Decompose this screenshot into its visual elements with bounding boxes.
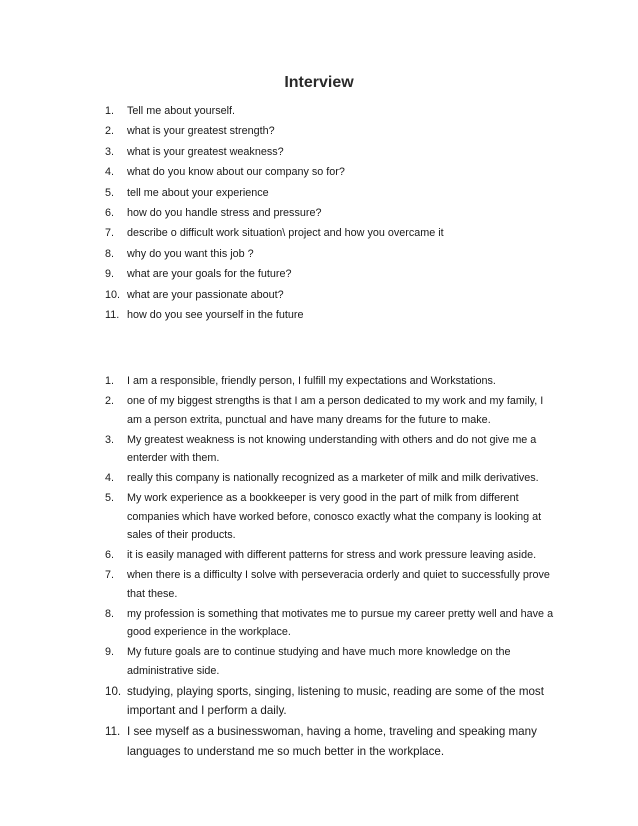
- list-item: [105, 431, 555, 468]
- list-item: [105, 264, 545, 284]
- list-item: [105, 121, 545, 141]
- question-text: how do you handle stress and pressure?: [127, 206, 322, 219]
- answer-text: I see myself as a businesswoman, having a home, traveling and speaking many languages to understand me so much better in the workplace.: [127, 725, 537, 758]
- answer-text: studying, playing sports, singing, listening to music, reading are some of the most important and I perform a daily.: [127, 684, 544, 717]
- question-text: tell me about your experience: [127, 186, 269, 199]
- item-number: 11.: [105, 308, 120, 321]
- answer-text: when there is a difficulty I solve with perseveracia orderly and quiet to successfully prove that these.: [127, 569, 550, 600]
- question-text: Tell me about yourself.: [127, 105, 236, 117]
- list-item: [105, 244, 545, 264]
- item-number: 9.: [105, 268, 115, 281]
- list-item: [105, 203, 545, 223]
- item-number: 10.: [105, 684, 122, 698]
- item-number: 1.: [105, 105, 115, 117]
- question-text: what are your goals for the future?: [127, 268, 292, 281]
- list-item: [105, 566, 555, 603]
- page-title: Interview: [284, 74, 354, 91]
- list-item: [105, 469, 555, 488]
- answer-text: My work experience as a bookkeeper is very good in the part of milk from different companies which have worked before, conosco exactly what the company is looking at sales of their products.: [127, 492, 542, 541]
- list-item: [105, 223, 545, 243]
- list-item: [105, 285, 545, 305]
- item-number: 7.: [105, 227, 115, 240]
- list-item: [105, 682, 555, 721]
- answer-text: My future goals are to continue studying and have much more knowledge on the administrative side.: [127, 646, 511, 677]
- answer-text: really this company is nationally recognized as a marketer of milk and milk derivatives.: [127, 472, 539, 484]
- item-number: 6.: [105, 549, 115, 561]
- item-number: 5.: [105, 186, 115, 199]
- question-text: what is your greatest strength?: [127, 125, 275, 138]
- question-text: what do you know about our company so for?: [127, 166, 345, 179]
- item-number: 9.: [105, 646, 115, 658]
- list-item: [105, 372, 555, 391]
- list-item: [105, 162, 545, 182]
- list-item: [105, 392, 555, 429]
- item-number: 3.: [105, 145, 115, 158]
- list-item: [105, 643, 555, 680]
- item-number: 8.: [105, 607, 115, 620]
- question-text: what are your passionate about?: [127, 288, 284, 301]
- list-item: [105, 489, 555, 545]
- item-number: 3.: [105, 433, 115, 446]
- item-number: 4.: [105, 472, 115, 484]
- list-item: [105, 722, 555, 761]
- answer-list: [105, 372, 555, 763]
- answer-text: one of my biggest strengths is that I am a person dedicated to my work and my family, I am a person extrita, punctual and have many dreams for the future to make.: [127, 395, 544, 426]
- list-item: [105, 183, 545, 203]
- question-text: describe o difficult work situation\ project and how you overcame it: [127, 227, 444, 240]
- question-text: why do you want this job ?: [127, 247, 254, 260]
- item-number: 2.: [105, 125, 115, 138]
- item-number: 10.: [105, 288, 121, 301]
- answer-text: my profession is something that motivates me to pursue my career pretty well and have a good experience in the workplace.: [127, 607, 554, 638]
- question-text: what is your greatest weakness?: [127, 145, 284, 158]
- answer-text: I am a responsible, friendly person, I fulfill my expectations and Workstations.: [127, 375, 496, 387]
- answer-text: it is easily managed with different patterns for stress and work pressure leaving aside.: [127, 549, 537, 561]
- item-number: 7.: [105, 569, 115, 581]
- item-number: 6.: [105, 206, 115, 219]
- list-item: [105, 142, 545, 162]
- item-number: 5.: [105, 492, 115, 504]
- list-item: [105, 605, 555, 642]
- list-item: [105, 546, 555, 565]
- item-number: 1.: [105, 375, 115, 387]
- list-item: [105, 101, 545, 121]
- item-number: 11.: [105, 725, 121, 738]
- item-number: 2.: [105, 395, 115, 407]
- list-item: [105, 305, 545, 325]
- question-list: [105, 101, 545, 325]
- question-text: how do you see yourself in the future: [127, 308, 304, 321]
- item-number: 8.: [105, 247, 115, 260]
- item-number: 4.: [105, 166, 115, 179]
- answer-text: My greatest weakness is not knowing understanding with others and do not give me a enterder with them.: [127, 433, 537, 464]
